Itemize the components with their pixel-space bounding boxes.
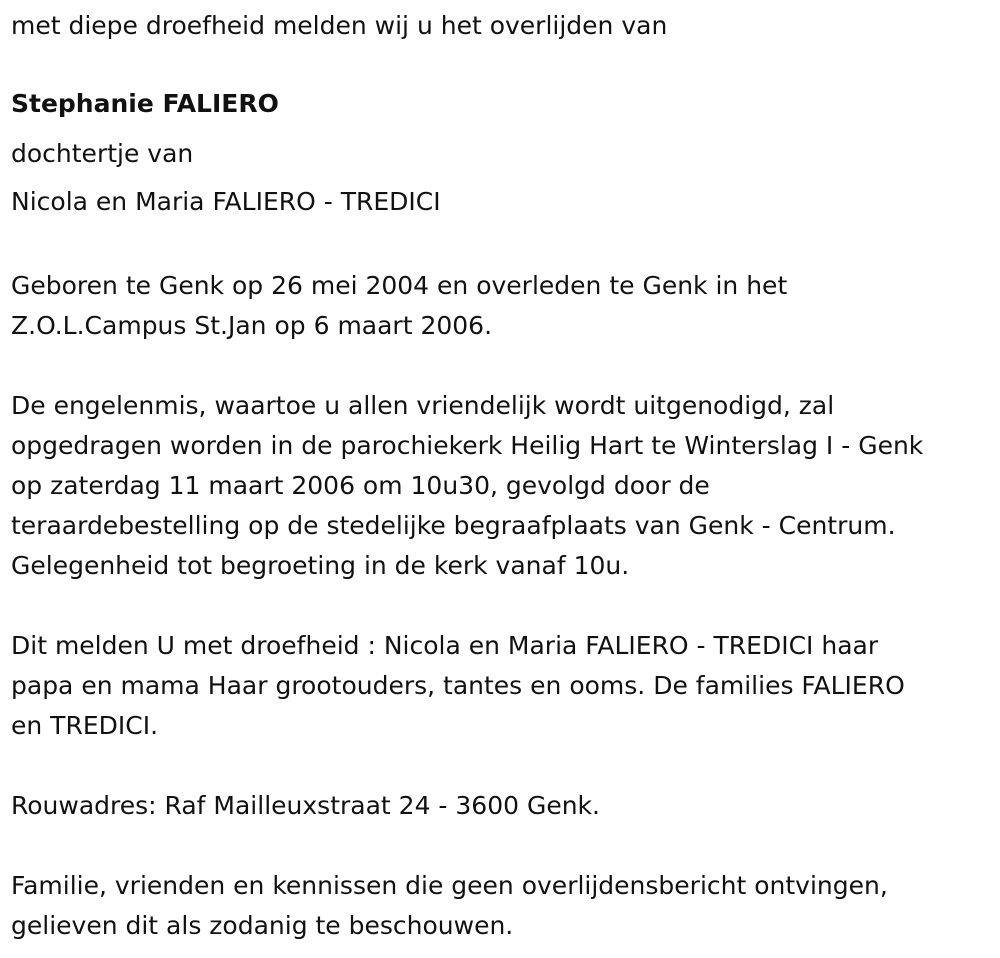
address-line: Rouwadres: Raf Mailleuxstraat 24 - 3600 Genk. [11,791,600,820]
paragraph-line: Z.O.L.Campus St.Jan op 6 maart 2006. [11,311,493,340]
paragraph-line: en TREDICI. [11,711,159,740]
ceremony-paragraph [11,386,996,586]
paragraph-line: Familie, vrienden en kennissen die geen overlijdensbericht ontvingen, [11,871,888,900]
paragraph-line: op zaterdag 11 maart 2006 om 10u30, gevolgd door de [11,471,710,500]
paragraph-line: papa en mama Haar grootouders, tantes en ooms. De families FALIERO [11,671,905,700]
paragraph-line: Gelegenheid tot begroeting in de kerk vanaf 10u. [11,551,630,580]
paragraph-line: gelieven dit als zodanig te beschouwen. [11,911,514,940]
paragraph-line: Geboren te Genk op 26 mei 2004 en overleden te Genk in het [11,271,788,300]
obituary-document [11,6,996,946]
closing-paragraph [11,866,996,946]
paragraph-line: De engelenmis, waartoe u allen vriendelijk wordt uitgenodigd, zal [11,391,835,420]
intro-line: met diepe droefheid melden wij u het overlijden van [11,11,668,40]
announcers-paragraph [11,626,996,746]
paragraph-line: teraardebestelling op de stedelijke begraafplaats van Genk - Centrum. [11,511,896,540]
deceased-name: Stephanie FALIERO [11,89,279,118]
paragraph-line: Dit melden U met droefheid : Nicola en Maria FALIERO - TREDICI haar [11,631,879,660]
parents-line: Nicola en Maria FALIERO - TREDICI [11,187,441,216]
relation-line: dochtertje van [11,139,194,168]
birth-death-paragraph [11,266,996,346]
paragraph-line: opgedragen worden in de parochiekerk Heilig Hart te Winterslag I - Genk [11,431,924,460]
